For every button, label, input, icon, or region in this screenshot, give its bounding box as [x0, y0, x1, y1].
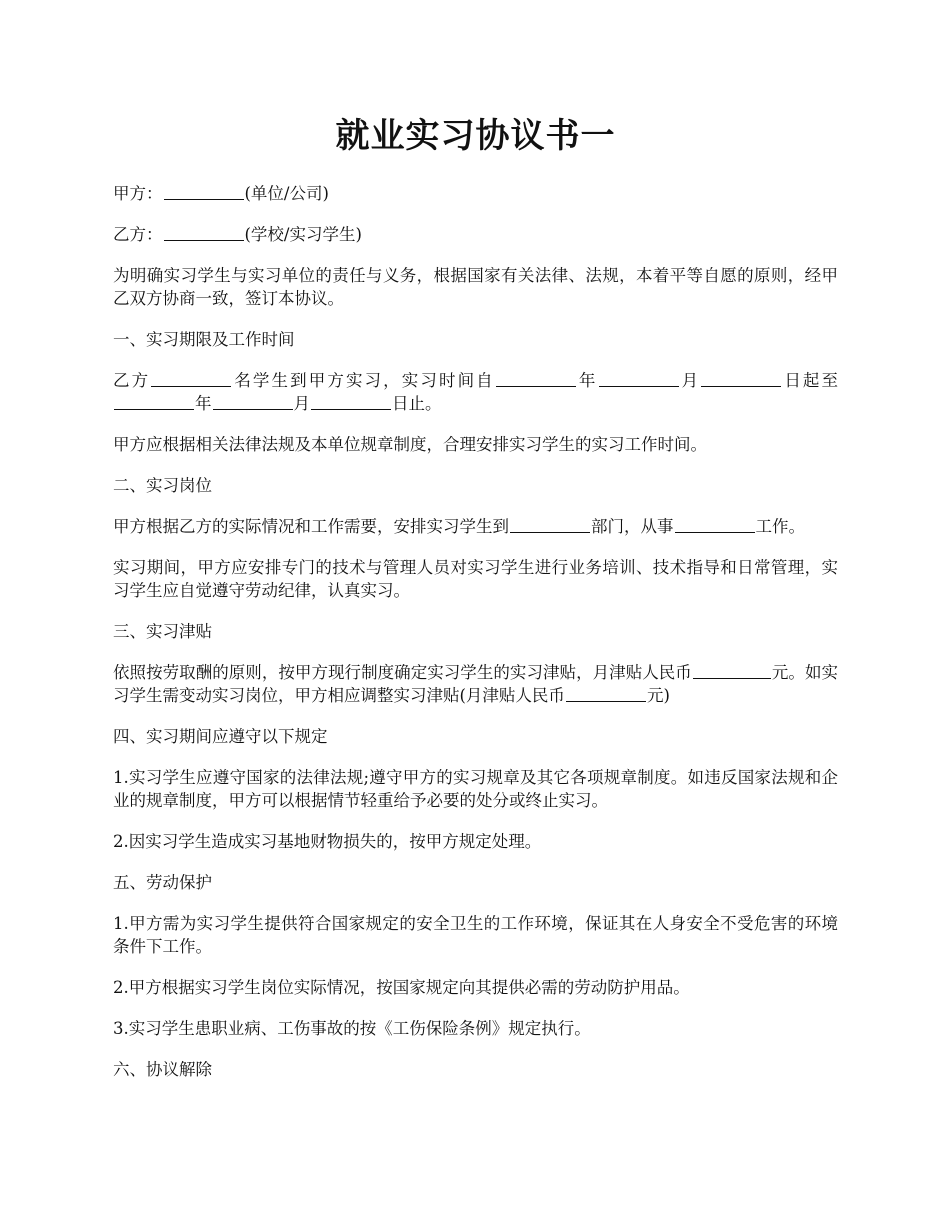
- start-year-blank: [496, 369, 576, 387]
- job-blank: [675, 515, 755, 533]
- section-4-heading: 四、实习期间应遵守以下规定: [113, 727, 328, 746]
- end-day-blank: [311, 392, 391, 410]
- party-a-suffix: (单位/公司): [244, 184, 329, 203]
- section-5-item-3: 3.实习学生患职业病、工伤事故的按《工伤保险条例》规定执行。: [113, 1019, 591, 1038]
- department-blank: [510, 515, 590, 533]
- text-fragment: 日起至: [782, 371, 839, 390]
- start-day-blank: [701, 369, 781, 387]
- section-4-item-2: 2.因实习学生造成实习基地财物损失的，按甲方规定处理。: [113, 832, 542, 851]
- section-2-heading: 二、实习岗位: [113, 476, 212, 495]
- party-b-line: [113, 223, 838, 246]
- section-1-hours-paragraph: 甲方应根据相关法律法规及本单位规章制度，合理安排实习学生的实习工作时间。: [113, 435, 707, 454]
- section-6-heading: 六、协议解除: [113, 1060, 212, 1079]
- section-5-heading: 五、劳动保护: [113, 873, 212, 892]
- text-fragment: 甲方根据乙方的实际情况和工作需要，安排实习学生到: [113, 517, 509, 536]
- text-fragment: 年: [195, 394, 212, 413]
- start-month-blank: [599, 369, 679, 387]
- text-fragment: 部门，从事: [591, 517, 674, 536]
- party-a-label: 甲方：: [113, 184, 163, 203]
- end-month-blank: [213, 392, 293, 410]
- intro-paragraph: 为明确实习学生与实习单位的责任与义务，根据国家有关法律、法规，本着平等自愿的原则，经甲乙双方协商一致，签订本协议。: [113, 266, 838, 308]
- party-b-blank: [164, 223, 244, 241]
- text-fragment: 元。如实习学生需变动实习岗位，甲方相应调整实习津贴(月津贴人民币: [113, 663, 839, 705]
- end-year-blank: [114, 392, 194, 410]
- section-2-position-paragraph: [113, 515, 838, 538]
- section-5-item-1: 1.甲方需为实习学生提供符合国家规定的安全卫生的工作环境，保证其在人身安全不受危害的环境条件下工作。: [113, 914, 838, 956]
- section-4-item-1: 1.实习学生应遵守国家的法律法规;遵守甲方的实习规章及其它各项规章制度。如违反国家法规和企业的规章制度，甲方可以根据情节轻重给予必要的处分或终止实习。: [113, 768, 838, 810]
- text-fragment: 元): [646, 686, 670, 705]
- allowance-blank: [693, 661, 771, 679]
- text-fragment: 名学生到甲方实习，实习时间自: [232, 371, 495, 390]
- text-fragment: 月: [679, 371, 701, 390]
- text-fragment: 年: [576, 371, 598, 390]
- section-1-heading: 一、实习期限及工作时间: [113, 330, 295, 349]
- party-b-suffix: (学校/实习学生): [244, 225, 362, 244]
- section-5-item-2: 2.甲方根据实习学生岗位实际情况，按国家规定向其提供必需的劳动防护用品。: [113, 978, 690, 997]
- party-a-blank: [164, 182, 244, 200]
- section-1-period-paragraph: [113, 369, 838, 415]
- text-fragment: 月: [293, 394, 310, 413]
- section-2-training-paragraph: 实习期间，甲方应安排专门的技术与管理人员对实习学生进行业务培训、技术指导和日常管理，实习学生应自觉遵守劳动纪律，认真实习。: [113, 558, 838, 600]
- section-3-heading: 三、实习津贴: [113, 622, 212, 641]
- text-fragment: 乙方: [113, 371, 151, 390]
- adjusted-allowance-blank: [566, 684, 646, 702]
- section-3-allowance-paragraph: [113, 661, 838, 707]
- document-title: 就业实习协议书一: [335, 116, 616, 156]
- text-fragment: 工作。: [755, 517, 805, 536]
- text-fragment: 日止。: [392, 394, 442, 413]
- student-count-blank: [151, 369, 231, 387]
- text-fragment: 依照按劳取酬的原则，按甲方现行制度确定实习学生的实习津贴，月津贴人民币: [113, 663, 692, 682]
- party-b-label: 乙方：: [113, 225, 163, 244]
- party-a-line: [113, 182, 838, 205]
